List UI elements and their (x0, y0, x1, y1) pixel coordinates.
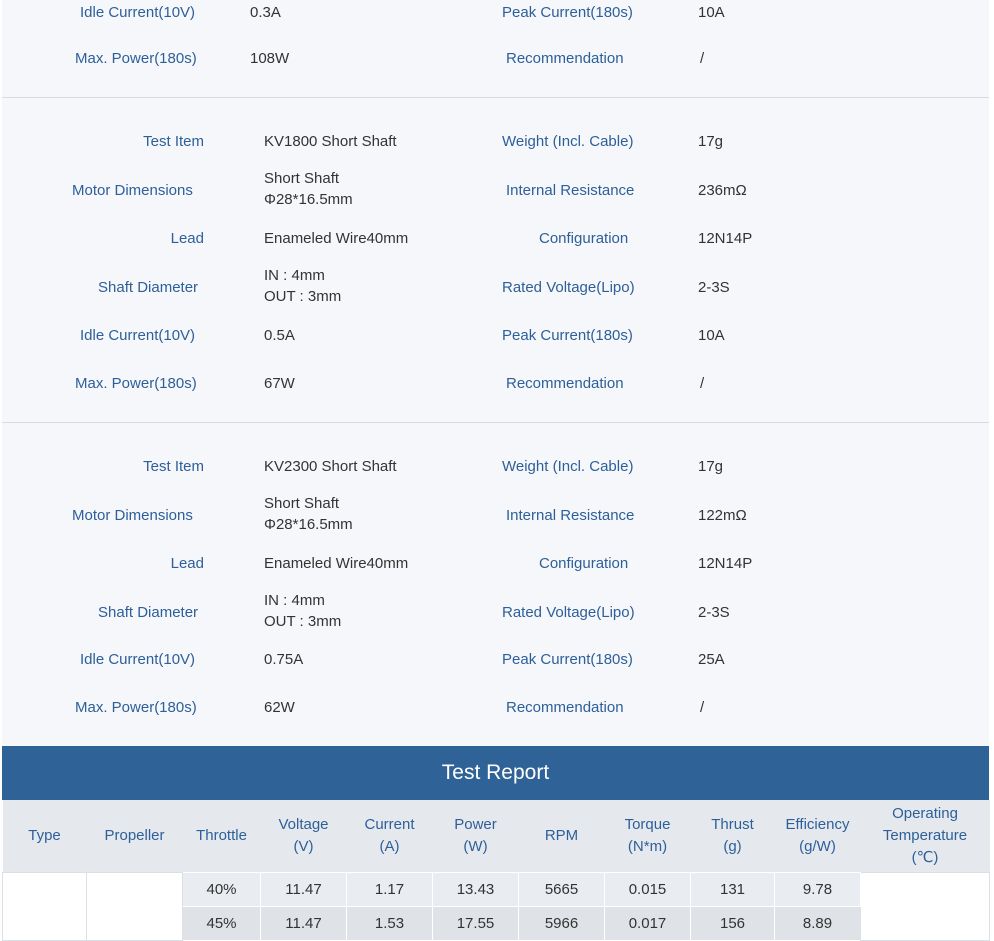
peak-current-value: 10A (698, 327, 725, 344)
header-rpm: RPM (519, 800, 605, 872)
header-efficiency: Efficiency (g/W) (775, 800, 861, 872)
dimensions-line-2: Φ28*16.5mm (264, 516, 353, 533)
idle-current-value: 0.3A (250, 4, 281, 21)
motor-dimensions-value (264, 168, 353, 210)
thrust-cell: 156 (691, 906, 775, 940)
recommendation-label: Recommendation (506, 50, 624, 67)
throttle-cell: 40% (183, 872, 261, 906)
rated-voltage-label: Rated Voltage(Lipo) (502, 279, 635, 296)
dimensions-line-1: Short Shaft (264, 170, 340, 187)
peak-current-value: 10A (698, 4, 725, 21)
shaft-diameter-label: Shaft Diameter (98, 604, 199, 621)
recommendation-value: / (700, 375, 705, 392)
test-item-value: KV2300 Short Shaft (264, 458, 397, 475)
configuration-value: 12N14P (698, 555, 753, 572)
weight-value: 17g (698, 458, 724, 475)
current-cell: 1.17 (347, 872, 433, 906)
efficiency-cell: 8.89 (775, 906, 861, 940)
idle-current-label: Idle Current(10V) (80, 327, 196, 344)
motor-dimensions-label: Motor Dimensions (72, 507, 193, 524)
internal-resistance-label: Internal Resistance (506, 507, 635, 524)
torque-cell: 0.017 (605, 906, 691, 940)
lead-value: Enameled Wire40mm (264, 555, 409, 572)
configuration-value: 12N14P (698, 230, 753, 247)
power-cell: 13.43 (433, 872, 519, 906)
lead-label: Lead (170, 555, 204, 572)
configuration-label: Configuration (539, 555, 629, 572)
recommendation-value: / (700, 699, 705, 716)
header-current: Current (A) (347, 800, 433, 872)
header-power: Power (W) (433, 800, 519, 872)
weight-value: 17g (698, 133, 724, 150)
rated-voltage-label: Rated Voltage(Lipo) (502, 604, 635, 621)
rpm-cell: 5665 (519, 872, 605, 906)
weight-label: Weight (Incl. Cable) (502, 133, 634, 150)
max-power-label: Max. Power(180s) (75, 50, 197, 67)
test-item-value: KV1800 Short Shaft (264, 133, 397, 150)
motor-dimensions-value (264, 493, 353, 535)
rated-voltage-value: 2-3S (698, 604, 730, 621)
header-thrust: Thrust (g) (691, 800, 775, 872)
dimensions-line-1: Short Shaft (264, 495, 340, 512)
test-report-title: Test Report (2, 746, 989, 800)
shaft-line-2: OUT : 3mm (264, 288, 342, 305)
header-type: Type (3, 800, 87, 872)
spec-block-0 (2, 0, 989, 97)
rated-voltage-value: 2-3S (698, 279, 730, 296)
max-power-value: 108W (250, 50, 290, 67)
internal-resistance-label: Internal Resistance (506, 182, 635, 199)
peak-current-label: Peak Current(180s) (502, 651, 633, 668)
spec-block-kv1800 (2, 98, 989, 422)
max-power-label: Max. Power(180s) (75, 699, 197, 716)
shaft-diameter-value (264, 265, 341, 307)
shaft-line-2: OUT : 3mm (264, 613, 342, 630)
header-torque: Torque (N*m) (605, 800, 691, 872)
spec-block-kv2300 (2, 423, 989, 746)
shaft-diameter-label: Shaft Diameter (98, 279, 199, 296)
max-power-label: Max. Power(180s) (75, 375, 197, 392)
test-item-label: Test Item (143, 133, 204, 150)
configuration-label: Configuration (539, 230, 629, 247)
idle-current-label: Idle Current(10V) (80, 4, 196, 21)
test-item-label: Test Item (143, 458, 204, 475)
shaft-diameter-value (264, 590, 341, 632)
power-cell: 17.55 (433, 906, 519, 940)
peak-current-value: 25A (698, 651, 725, 668)
voltage-cell: 11.47 (261, 906, 347, 940)
throttle-cell: 45% (183, 906, 261, 940)
propeller-cell (87, 872, 183, 940)
type-cell (3, 872, 87, 940)
internal-resistance-value: 236mΩ (698, 182, 747, 199)
idle-current-label: Idle Current(10V) (80, 651, 196, 668)
shaft-line-1: IN : 4mm (264, 592, 325, 609)
peak-current-label: Peak Current(180s) (502, 327, 633, 344)
idle-current-value: 0.5A (264, 327, 295, 344)
header-operating-temperature: Operating Temperature (℃) (861, 800, 990, 872)
recommendation-label: Recommendation (506, 699, 624, 716)
max-power-value: 67W (264, 375, 295, 392)
idle-current-value: 0.75A (264, 651, 304, 668)
weight-label: Weight (Incl. Cable) (502, 458, 634, 475)
max-power-value: 62W (264, 699, 295, 716)
torque-cell: 0.015 (605, 872, 691, 906)
table-row (3, 872, 990, 906)
voltage-cell: 11.47 (261, 872, 347, 906)
recommendation-label: Recommendation (506, 375, 624, 392)
header-throttle: Throttle (183, 800, 261, 872)
lead-value: Enameled Wire40mm (264, 230, 409, 247)
rpm-cell: 5966 (519, 906, 605, 940)
header-propeller: Propeller (87, 800, 183, 872)
table-header-row (3, 800, 990, 872)
dimensions-line-2: Φ28*16.5mm (264, 191, 353, 208)
efficiency-cell: 9.78 (775, 872, 861, 906)
current-cell: 1.53 (347, 906, 433, 940)
shaft-line-1: IN : 4mm (264, 267, 325, 284)
internal-resistance-value: 122mΩ (698, 507, 747, 524)
thrust-cell: 131 (691, 872, 775, 906)
header-voltage: Voltage (V) (261, 800, 347, 872)
peak-current-label: Peak Current(180s) (502, 4, 633, 21)
recommendation-value: / (700, 50, 705, 67)
lead-label: Lead (170, 230, 204, 247)
test-report-table (2, 800, 990, 941)
temperature-cell (861, 872, 990, 940)
motor-dimensions-label: Motor Dimensions (72, 182, 193, 199)
